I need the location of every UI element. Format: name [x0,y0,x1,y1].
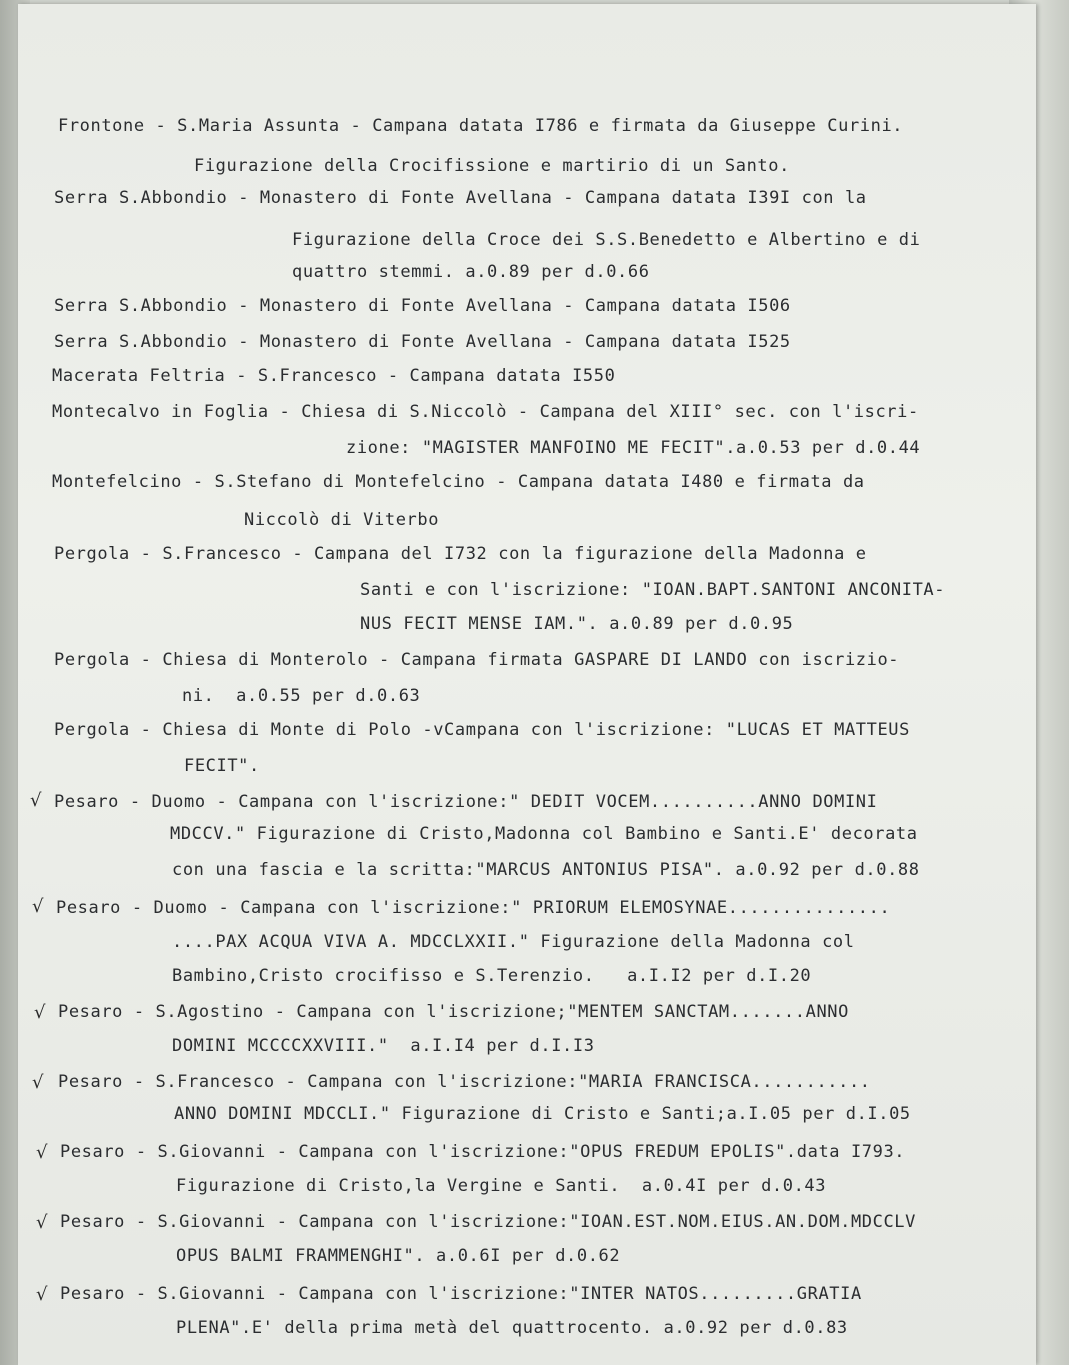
check-mark-icon: √ [30,790,43,811]
entry-line: Serra S.Abbondio - Monastero di Fonte Avellana - Campana datata I525 [54,332,791,352]
typewritten-page [18,4,1036,1365]
check-mark-icon: √ [32,1072,45,1093]
document-body [18,4,1036,1365]
entry-line: Figurazione di Cristo,la Vergine e Santi. a.0.4I per d.0.43 [176,1176,827,1196]
check-mark-icon: √ [34,1002,47,1023]
entry-line: FECIT". [184,756,260,776]
entry-line: Serra S.Abbondio - Monastero di Fonte Avellana - Campana datata I506 [54,296,791,316]
entry-line: Bambino,Cristo crocifisso e S.Terenzio. a.I.I2 per d.I.20 [172,966,812,986]
entry-line: Pesaro - S.Francesco - Campana con l'iscrizione:"MARIA FRANCISCA........... [58,1072,871,1092]
entry-line: Pergola - Chiesa di Monterolo - Campana firmata GASPARE DI LANDO con iscrizio- [54,650,900,670]
entry-line: Frontone - S.Maria Assunta - Campana datata I786 e firmata da Giuseppe Curini. [58,116,904,136]
entry-line: Pergola - S.Francesco - Campana del I732 con la figurazione della Madonna e [54,544,867,564]
entry-line: Pesaro - S.Agostino - Campana con l'iscrizione;"MENTEM SANCTAM.......ANNO [58,1002,849,1022]
entry-line: Pesaro - Duomo - Campana con l'iscrizione:" DEDIT VOCEM..........ANNO DOMINI [54,792,878,812]
entry-line: DOMINI MCCCCXXVIII." a.I.I4 per d.I.I3 [172,1036,595,1056]
check-mark-icon: √ [36,1142,49,1163]
entry-line: OPUS BALMI FRAMMENGHI". a.0.6I per d.0.62 [176,1246,621,1266]
entry-line: Serra S.Abbondio - Monastero di Fonte Avellana - Campana datata I39I con la [54,188,867,208]
entry-line: Pergola - Chiesa di Monte di Polo -vCampana con l'iscrizione: "LUCAS ET MATTEUS [54,720,910,740]
entry-line: Macerata Feltria - S.Francesco - Campana datata I550 [52,366,616,386]
check-mark-icon: √ [36,1284,49,1305]
entry-line: ANNO DOMINI MDCCLI." Figurazione di Cristo e Santi;a.I.05 per d.I.05 [174,1104,911,1124]
entry-line: Figurazione della Crocifissione e martirio di un Santo. [194,156,790,176]
entry-line: Montecalvo in Foglia - Chiesa di S.Niccolò - Campana del XIII° sec. con l'iscri- [52,402,919,422]
entry-line: Pesaro - S.Giovanni - Campana con l'iscrizione:"INTER NATOS.........GRATIA [60,1284,862,1304]
entry-line: Pesaro - S.Giovanni - Campana con l'iscrizione:"IOAN.EST.NOM.EIUS.AN.DOM.MDCCLV [60,1212,916,1232]
entry-line: MDCCV." Figurazione di Cristo,Madonna col Bambino e Santi.E' decorata [170,824,918,844]
entry-line: Niccolò di Viterbo [244,510,440,530]
entry-line: Pesaro - Duomo - Campana con l'iscrizione:" PRIORUM ELEMOSYNAE............... [56,898,891,918]
check-mark-icon: √ [32,896,45,917]
entry-line: zione: "MAGISTER MANFOINO ME FECIT".a.0.53 per d.0.44 [346,438,921,458]
entry-line: con una fascia e la scritta:"MARCUS ANTONIUS PISA". a.0.92 per d.0.88 [172,860,920,880]
entry-line: Santi e con l'iscrizione: "IOAN.BAPT.SANTONI ANCONITA- [360,580,946,600]
entry-line: quattro stemmi. a.0.89 per d.0.66 [292,262,650,282]
entry-line: ni. a.0.55 per d.0.63 [182,686,421,706]
entry-line: Pesaro - S.Giovanni - Campana con l'iscrizione:"OPUS FREDUM EPOLIS".data I793. [60,1142,906,1162]
entry-line: NUS FECIT MENSE IAM.". a.0.89 per d.0.95 [360,614,794,634]
check-mark-icon: √ [36,1212,49,1233]
entry-line: Figurazione della Croce dei S.S.Benedetto e Albertino e di [292,230,921,250]
entry-line: ....PAX ACQUA VIVA A. MDCCLXXII." Figurazione della Madonna col [172,932,855,952]
entry-line: PLENA".E' della prima metà del quattrocento. a.0.92 per d.0.83 [176,1318,848,1338]
entry-line: Montefelcino - S.Stefano di Montefelcino - Campana datata I480 e firmata da [52,472,865,492]
